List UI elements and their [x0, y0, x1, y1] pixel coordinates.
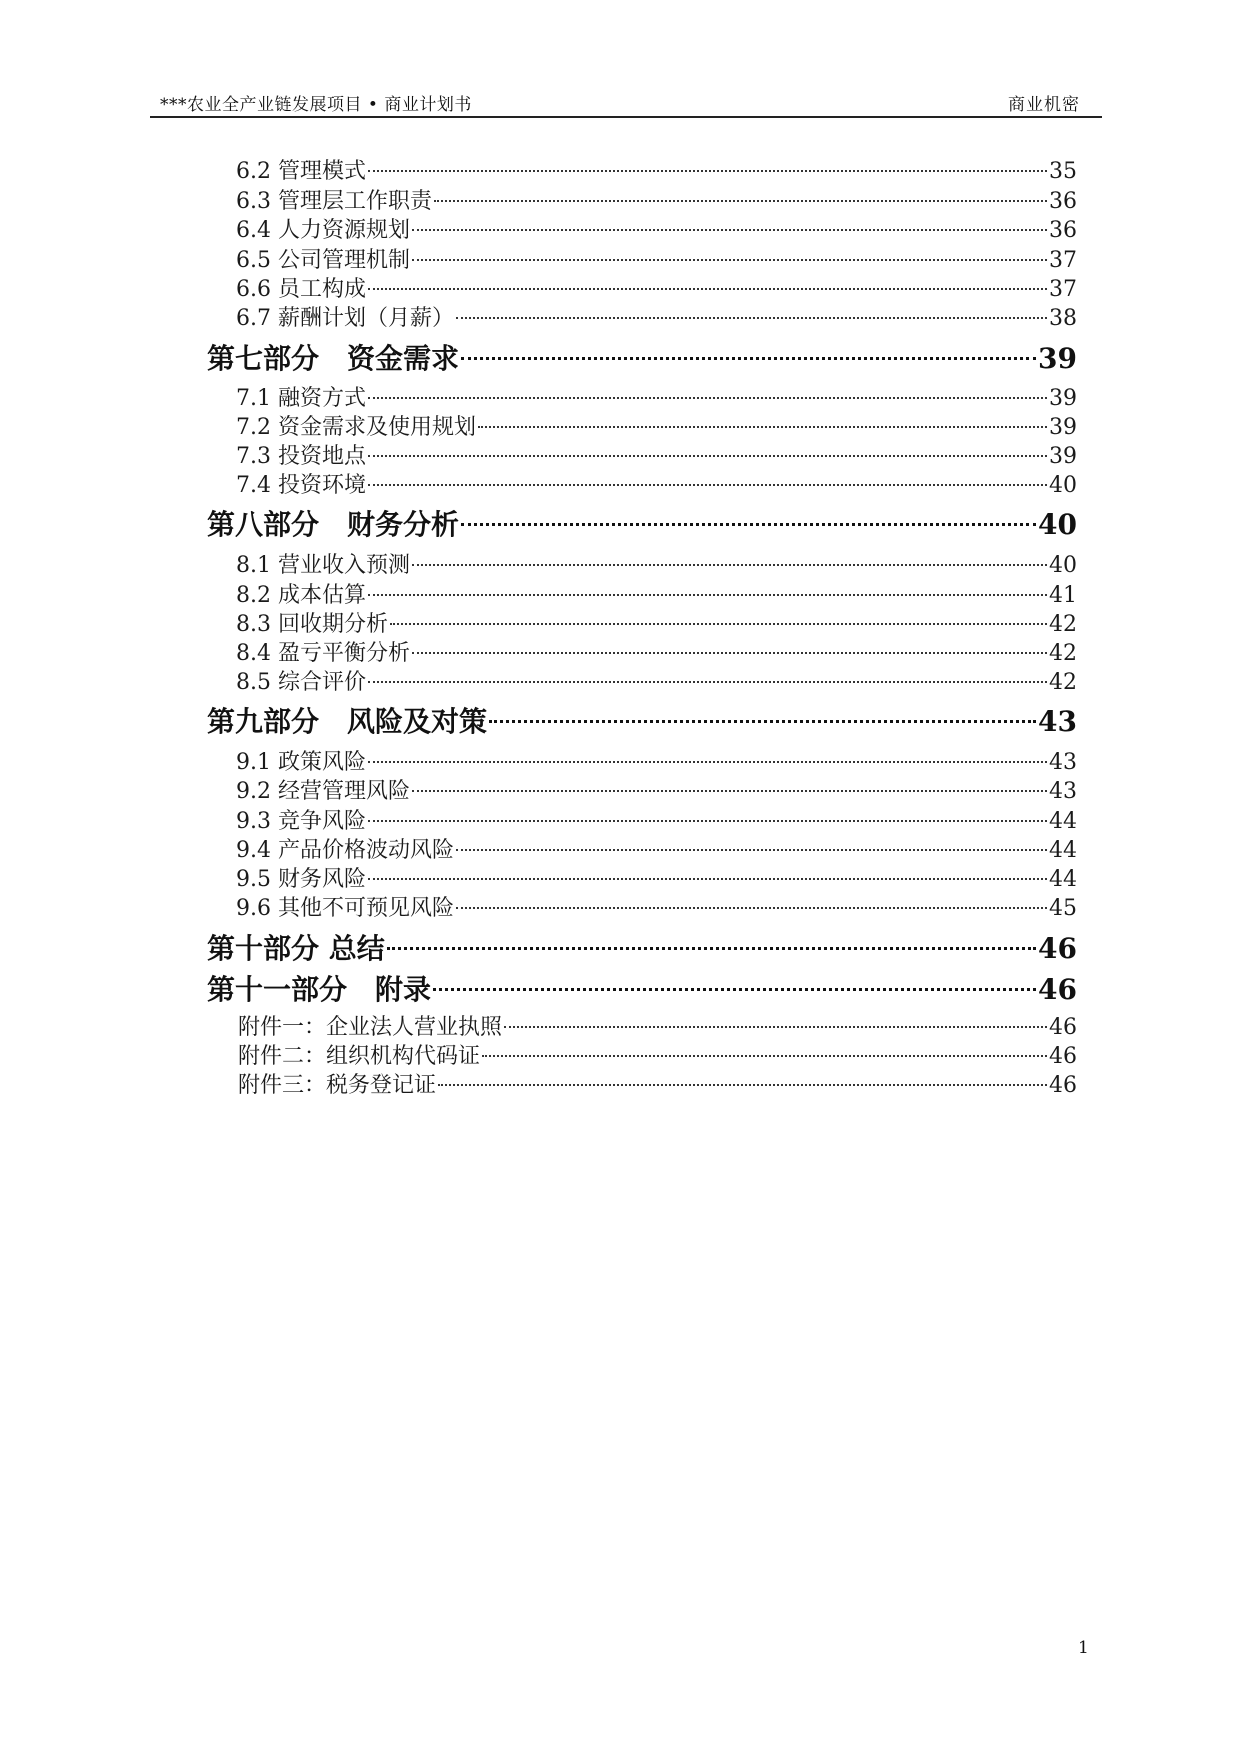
toc-dot-leader [368, 484, 1047, 486]
toc-entry-label: 6.4 人力资源规划 [236, 218, 410, 243]
toc-section-entry[interactable] [236, 468, 1077, 499]
toc-dot-leader [390, 623, 1047, 625]
toc-dot-leader [461, 357, 1036, 360]
toc-entry-label: 8.1 营业收入预测 [236, 553, 410, 578]
toc-entry-page-number: 35 [1049, 159, 1077, 184]
toc-entry-label: 附件二：组织机构代码证 [238, 1044, 481, 1069]
toc-section-entry[interactable] [236, 804, 1077, 835]
toc-dot-leader [387, 947, 1036, 950]
toc-entry-page-number: 46 [1049, 1015, 1077, 1040]
toc-entry-page-number: 43 [1049, 750, 1077, 775]
toc-entry-label: 附件三：税务登记证 [238, 1073, 437, 1098]
toc-entry-page-number: 42 [1049, 612, 1077, 637]
toc-entry-page-number: 39 [1038, 342, 1077, 375]
toc-entry-label: 8.3 回收期分析 [236, 612, 388, 637]
toc-section-entry[interactable] [236, 833, 1077, 864]
toc-entry-label: 第八部分 财务分析 [207, 508, 460, 541]
toc-part-entry[interactable] [207, 927, 1077, 967]
toc-entry-page-number: 42 [1049, 641, 1077, 666]
toc-entry-label: 8.4 盈亏平衡分析 [236, 641, 410, 666]
toc-entry-label: 第九部分 风险及对策 [207, 705, 488, 738]
toc-section-entry[interactable] [236, 862, 1077, 893]
toc-section-entry[interactable] [236, 665, 1077, 696]
toc-entry-page-number: 36 [1049, 218, 1077, 243]
toc-entry-page-number: 39 [1049, 415, 1077, 440]
toc-part-entry[interactable] [207, 503, 1077, 543]
toc-entry-page-number: 44 [1049, 867, 1077, 892]
toc-entry-page-number: 39 [1049, 386, 1077, 411]
toc-dot-leader [412, 259, 1047, 261]
toc-entry-page-number: 43 [1038, 705, 1077, 738]
toc-section-entry[interactable] [236, 272, 1077, 303]
toc-dot-leader [456, 907, 1047, 909]
toc-dot-leader [433, 988, 1036, 991]
toc-dot-leader [461, 523, 1036, 526]
toc-entry-page-number: 41 [1049, 583, 1077, 608]
toc-entry-page-number: 38 [1049, 306, 1077, 331]
toc-dot-leader [368, 681, 1047, 683]
toc-dot-leader [489, 720, 1036, 723]
toc-section-entry[interactable] [236, 636, 1077, 667]
toc-section-entry[interactable] [236, 301, 1077, 332]
toc-dot-leader [368, 761, 1047, 763]
toc-entry-page-number: 44 [1049, 809, 1077, 834]
toc-dot-leader [368, 820, 1047, 822]
toc-section-entry[interactable] [236, 607, 1077, 638]
toc-section-entry[interactable] [236, 410, 1077, 441]
toc-entry-label: 7.4 投资环境 [236, 473, 366, 498]
toc-dot-leader [412, 790, 1047, 792]
toc-section-entry[interactable] [236, 578, 1077, 609]
toc-entry-label: 9.4 产品价格波动风险 [236, 838, 454, 863]
toc-entry-label: 6.5 公司管理机制 [236, 248, 410, 273]
toc-dot-leader [456, 317, 1047, 319]
toc-entry-label: 9.6 其他不可预见风险 [236, 896, 454, 921]
toc-appendix-entry[interactable] [238, 1068, 1077, 1099]
toc-dot-leader [368, 170, 1047, 172]
toc-entry-label: 第七部分 资金需求 [207, 342, 460, 375]
toc-entry-label: 6.7 薪酬计划（月薪） [236, 306, 454, 331]
toc-dot-leader [482, 1055, 1047, 1057]
toc-entry-page-number: 39 [1049, 444, 1077, 469]
toc-entry-label: 7.1 融资方式 [236, 386, 366, 411]
toc-entry-label: 8.5 综合评价 [236, 670, 366, 695]
toc-section-entry[interactable] [236, 243, 1077, 274]
toc-entry-label: 7.2 资金需求及使用规划 [236, 415, 476, 440]
toc-entry-page-number: 37 [1049, 248, 1077, 273]
page-number: 1 [1078, 1638, 1089, 1658]
toc-appendix-entry[interactable] [238, 1010, 1077, 1041]
toc-section-entry[interactable] [236, 891, 1077, 922]
toc-dot-leader [368, 455, 1047, 457]
toc-entry-page-number: 46 [1038, 973, 1077, 1006]
toc-entry-label: 8.2 成本估算 [236, 583, 366, 608]
toc-entry-label: 6.2 管理模式 [236, 159, 366, 184]
toc-entry-label: 9.2 经营管理风险 [236, 779, 410, 804]
toc-section-entry[interactable] [236, 745, 1077, 776]
toc-dot-leader [368, 594, 1047, 596]
toc-dot-leader [368, 878, 1047, 880]
toc-entry-label: 6.6 员工构成 [236, 277, 366, 302]
toc-section-entry[interactable] [236, 213, 1077, 244]
header-confidential-label: 商业机密 [1008, 95, 1080, 115]
toc-dot-leader [368, 288, 1047, 290]
toc-entry-page-number: 40 [1049, 473, 1077, 498]
toc-section-entry[interactable] [236, 184, 1077, 215]
toc-dot-leader [438, 1084, 1047, 1086]
toc-dot-leader [412, 229, 1047, 231]
toc-part-entry[interactable] [207, 968, 1077, 1008]
toc-entry-page-number: 42 [1049, 670, 1077, 695]
toc-section-entry[interactable] [236, 548, 1077, 579]
toc-entry-page-number: 46 [1049, 1044, 1077, 1069]
toc-section-entry[interactable] [236, 154, 1077, 185]
toc-entry-label: 附件一：企业法人营业执照 [238, 1015, 503, 1040]
toc-entry-label: 9.3 竞争风险 [236, 809, 366, 834]
toc-appendix-entry[interactable] [238, 1039, 1077, 1070]
toc-dot-leader [368, 397, 1047, 399]
toc-dot-leader [504, 1026, 1047, 1028]
toc-dot-leader [434, 200, 1047, 202]
toc-dot-leader [478, 426, 1047, 428]
toc-entry-page-number: 43 [1049, 779, 1077, 804]
toc-entry-page-number: 46 [1049, 1073, 1077, 1098]
toc-dot-leader [456, 849, 1047, 851]
toc-entry-label: 7.3 投资地点 [236, 444, 366, 469]
toc-dot-leader [412, 564, 1047, 566]
toc-part-entry[interactable] [207, 700, 1077, 740]
toc-entry-page-number: 40 [1038, 508, 1077, 541]
toc-entry-page-number: 45 [1049, 896, 1077, 921]
toc-part-entry[interactable] [207, 337, 1077, 377]
toc-entry-page-number: 46 [1038, 932, 1077, 965]
toc-entry-label: 第十部分 总结 [207, 932, 385, 965]
toc-entry-page-number: 44 [1049, 838, 1077, 863]
toc-entry-page-number: 40 [1049, 553, 1077, 578]
toc-section-entry[interactable] [236, 381, 1077, 412]
toc-entry-label: 9.1 政策风险 [236, 750, 366, 775]
toc-entry-page-number: 37 [1049, 277, 1077, 302]
toc-dot-leader [412, 652, 1047, 654]
toc-entry-label: 第十一部分 附录 [207, 973, 432, 1006]
toc-entry-label: 9.5 财务风险 [236, 867, 366, 892]
toc-section-entry[interactable] [236, 439, 1077, 470]
toc-entry-label: 6.3 管理层工作职责 [236, 189, 432, 214]
toc-section-entry[interactable] [236, 774, 1077, 805]
header-document-title: ***农业全产业链发展项目 • 商业计划书 [160, 95, 472, 115]
toc-entry-page-number: 36 [1049, 189, 1077, 214]
